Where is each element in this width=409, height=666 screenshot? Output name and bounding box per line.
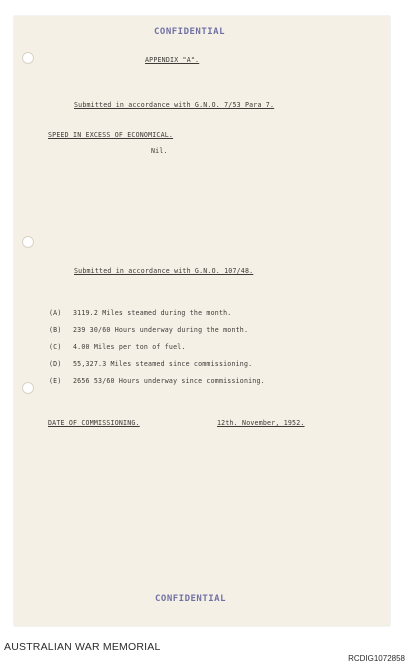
- list-item-text: 3119.2 Miles steamed during the month.: [73, 309, 232, 317]
- commissioning-label: DATE OF COMMISSIONING.: [48, 419, 140, 427]
- speed-value: Nil.: [151, 147, 168, 155]
- punch-hole: [22, 382, 34, 394]
- list-item-label: (E): [49, 377, 62, 385]
- punch-hole: [22, 236, 34, 248]
- list-item-text: 239 30/60 Hours underway during the month.: [73, 326, 249, 334]
- punch-hole: [22, 52, 34, 64]
- confidential-stamp-top: CONFIDENTIAL: [154, 27, 226, 37]
- list-item-label: (C): [49, 343, 62, 351]
- submitted-reference-1: Submitted in accordance with G.N.O. 7/53 Para 7.: [74, 101, 275, 109]
- speed-heading: SPEED IN EXCESS OF ECONOMICAL.: [48, 131, 174, 139]
- footer-record-id: RCDIG1072858: [348, 654, 405, 663]
- list-item-text: 55,327.3 Miles steamed since commissioning.: [73, 360, 253, 368]
- commissioning-date: 12th. November, 1952.: [217, 419, 305, 427]
- list-item-label: (D): [49, 360, 62, 368]
- submitted-reference-2: Submitted in accordance with G.N.O. 107/48.: [74, 267, 254, 275]
- list-item-label: (B): [49, 326, 62, 334]
- confidential-stamp-bottom: CONFIDENTIAL: [155, 594, 227, 604]
- list-item-text: 2656 53/60 Hours underway since commissioning.: [73, 377, 265, 385]
- document-sheet: [14, 16, 390, 626]
- footer-archive-name: AUSTRALIAN WAR MEMORIAL: [4, 641, 161, 653]
- list-item-label: (A): [49, 309, 62, 317]
- appendix-title: APPENDIX "A".: [145, 56, 200, 64]
- list-item-text: 4.00 Miles per ton of fuel.: [73, 343, 186, 351]
